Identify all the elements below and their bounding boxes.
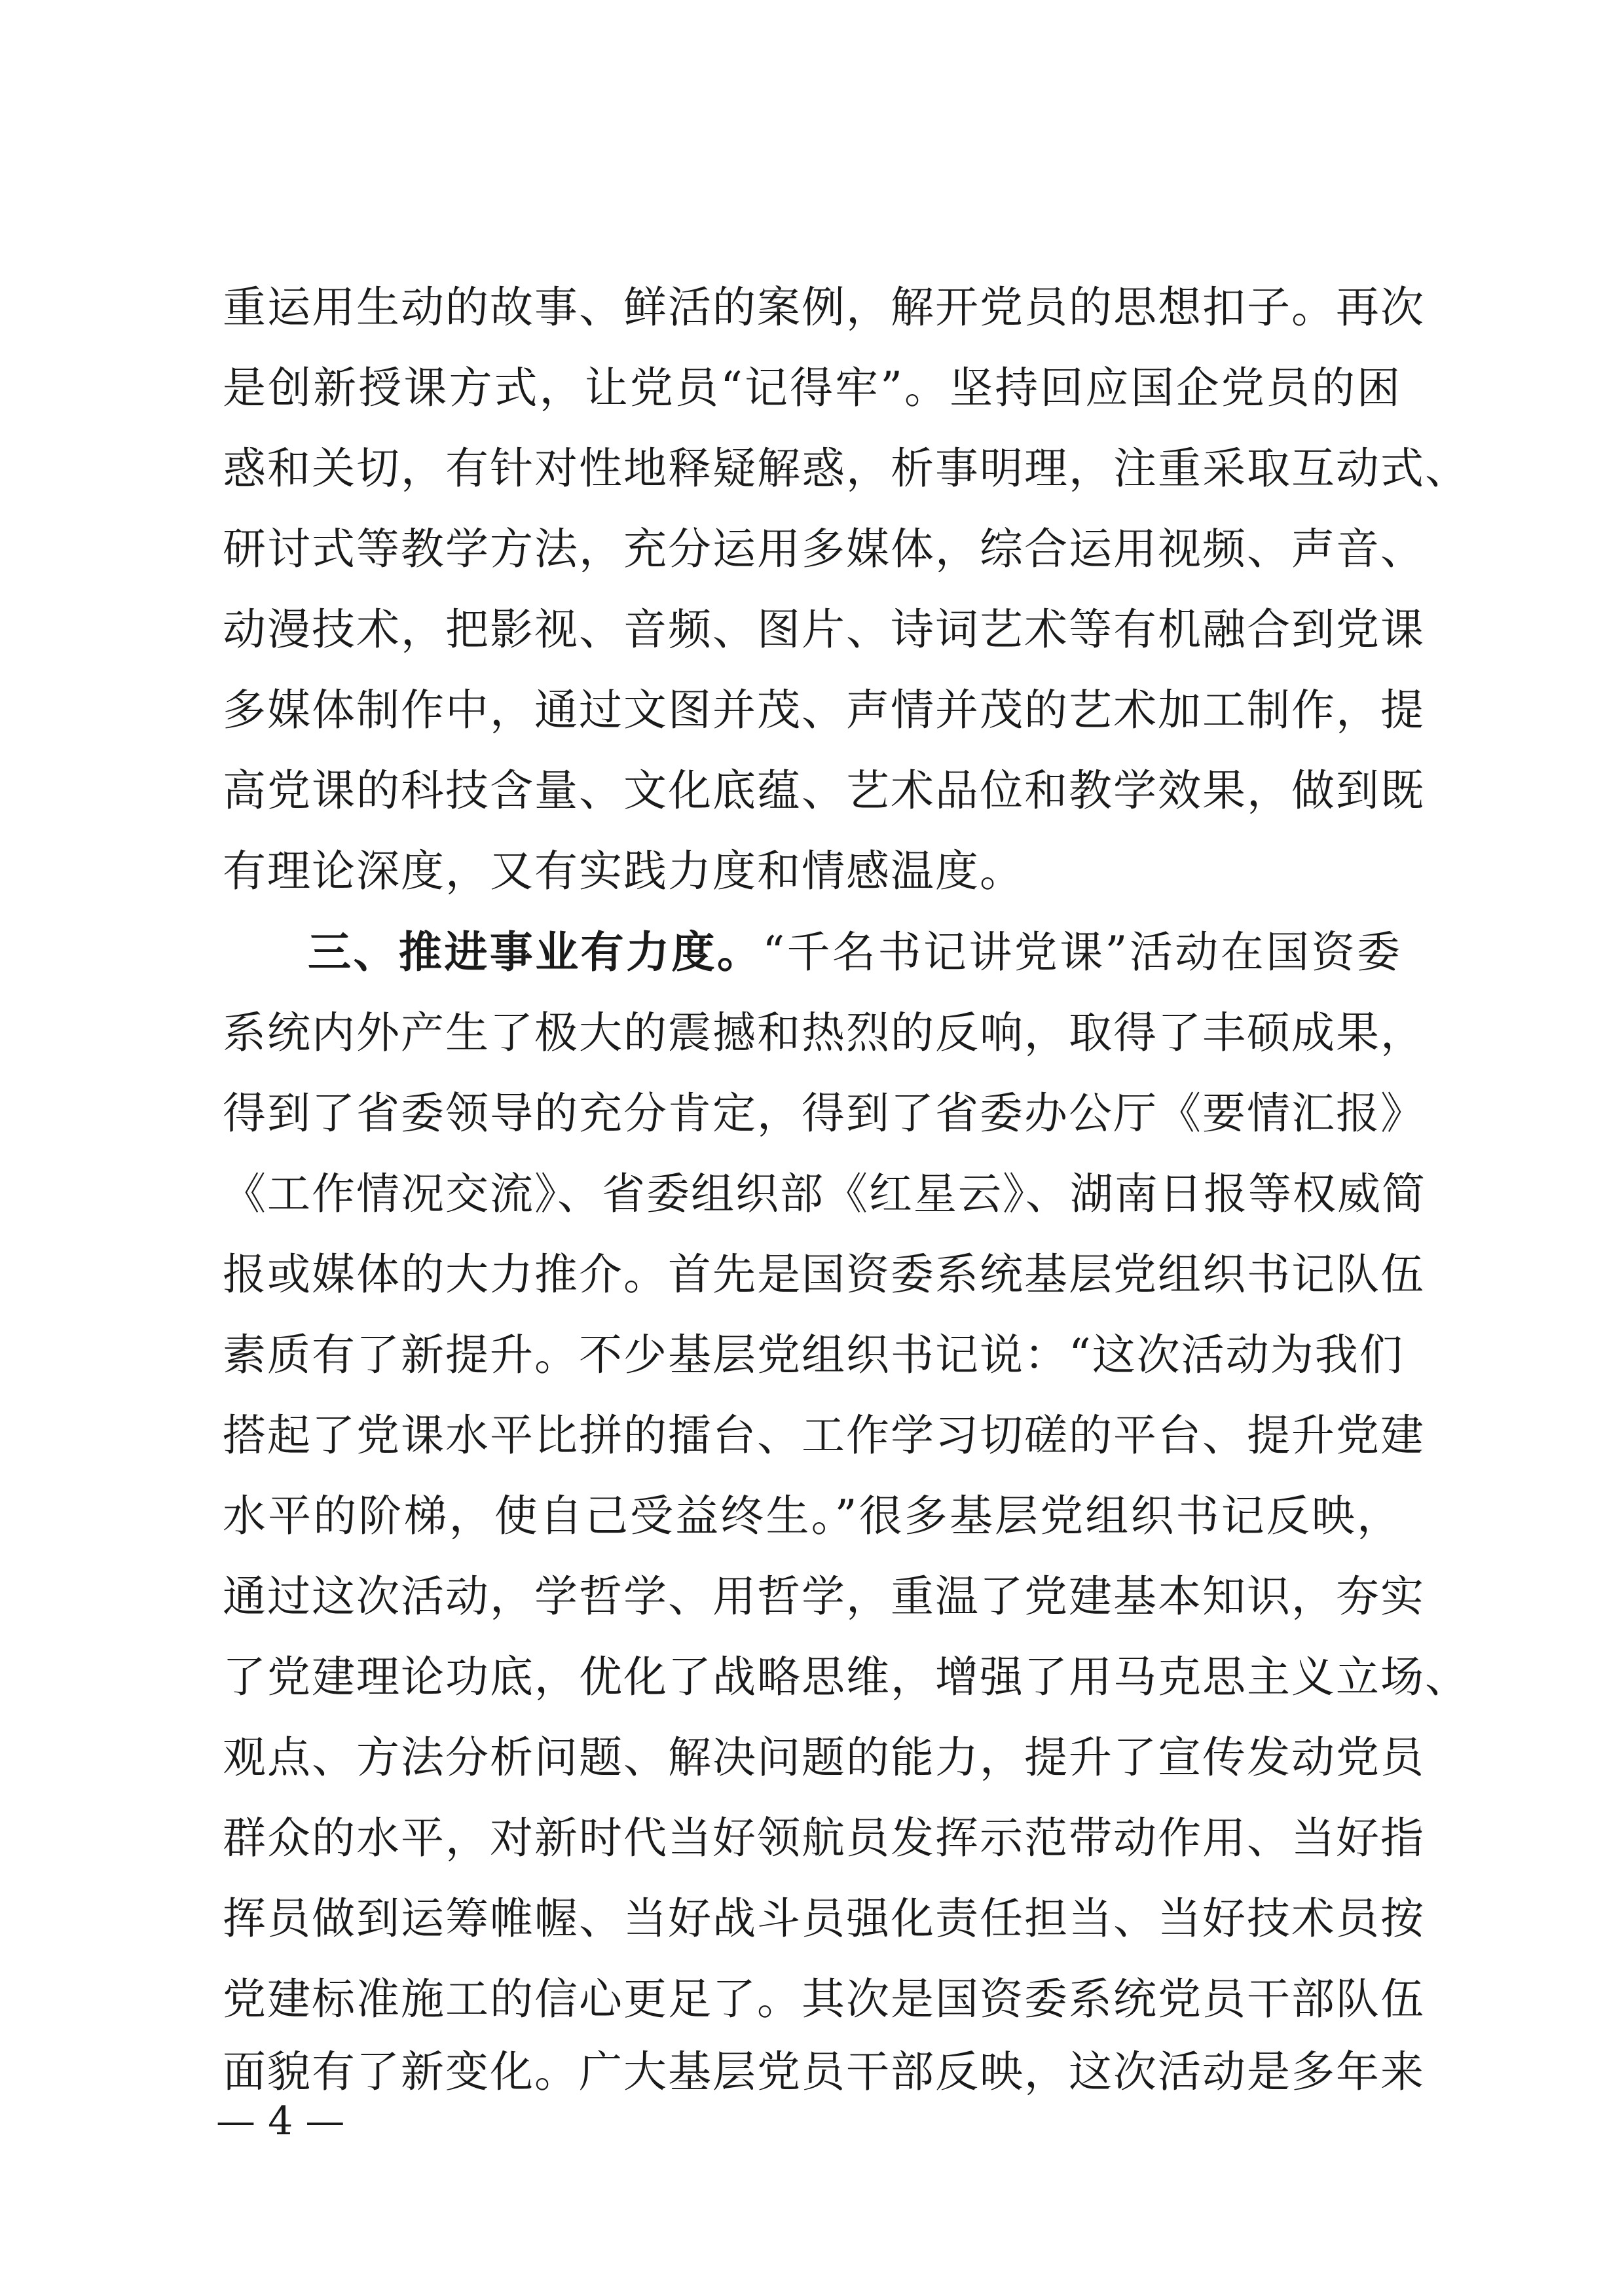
paragraph-line: 水平的阶梯，使自己受益终生。”很多基层党组织书记反映， [223,1491,1401,1541]
paragraph-line: 《工作情况交流》、省委组织部《红星云》、湖南日报等权威简 [223,1169,1426,1219]
paragraph-line: 多媒体制作中，通过文图并茂、声情并茂的艺术加工制作，提 [223,685,1425,735]
section-first-line-text: “千名书记讲党课”活动在国资委 [762,927,1402,977]
paragraph-line: 系统内外产生了极大的震撼和热烈的反响，取得了丰硕成果， [223,1008,1425,1058]
paragraph-line: 得到了省委领导的充分肯定，得到了省委办公厅《要情汇报》 [223,1088,1425,1139]
paragraph-line: 重运用生动的故事、鲜活的案例，解开党员的思想扣子。再次 [223,282,1425,333]
paragraph-line: 研讨式等教学方法，充分运用多媒体，综合运用视频、声音、 [223,524,1425,574]
paragraph-line: 群众的水平，对新时代当好领航员发挥示范带动作用、当好指 [223,1813,1425,1863]
section-first-line [308,917,1401,989]
paragraph-line: 动漫技术，把影视、音频、图片、诗词艺术等有机融合到党课 [223,604,1425,655]
paragraph-line: 党建标准施工的信心更足了。其次是国资委系统党员干部队伍 [223,1974,1425,2024]
paragraph-line: 面貌有了新变化。广大基层党员干部反映，这次活动是多年来 [223,2047,1425,2097]
paragraph-line: 报或媒体的大力推介。首先是国资委系统基层党组织书记队伍 [223,1249,1425,1300]
section-heading: 三、推进事业有力度。 [308,927,763,977]
paragraph-line: 挥员做到运筹帷幄、当好战斗员强化责任担当、当好技术员按 [223,1893,1425,1944]
paragraph-line: 素质有了新提升。不少基层党组织书记说：“这次活动为我们 [223,1330,1404,1380]
paragraph-line: 搭起了党课水平比拼的擂台、工作学习切磋的平台、提升党建 [223,1410,1425,1461]
paragraph-line: 了党建理论功底，优化了战略思维，增强了用马克思主义立场、 [223,1652,1469,1702]
paragraph-line: 观点、方法分析问题、解决问题的能力，提升了宣传发动党员 [223,1732,1425,1783]
paragraph-line: 高党课的科技含量、文化底蕴、艺术品位和教学效果，做到既 [223,765,1425,816]
paragraph-line: 惑和关切，有针对性地释疑解惑，析事明理，注重采取互动式、 [223,443,1469,494]
paragraph-line: 是创新授课方式，让党员“记得牢”。坚持回应国企党员的困 [223,363,1401,413]
paragraph-line: 有理论深度，又有实践力度和情感温度。 [223,846,1024,896]
paragraph-line: 通过这次活动，学哲学、用哲学，重温了党建基本知识，夯实 [223,1571,1425,1622]
page-number: — 4 — [216,2098,345,2144]
